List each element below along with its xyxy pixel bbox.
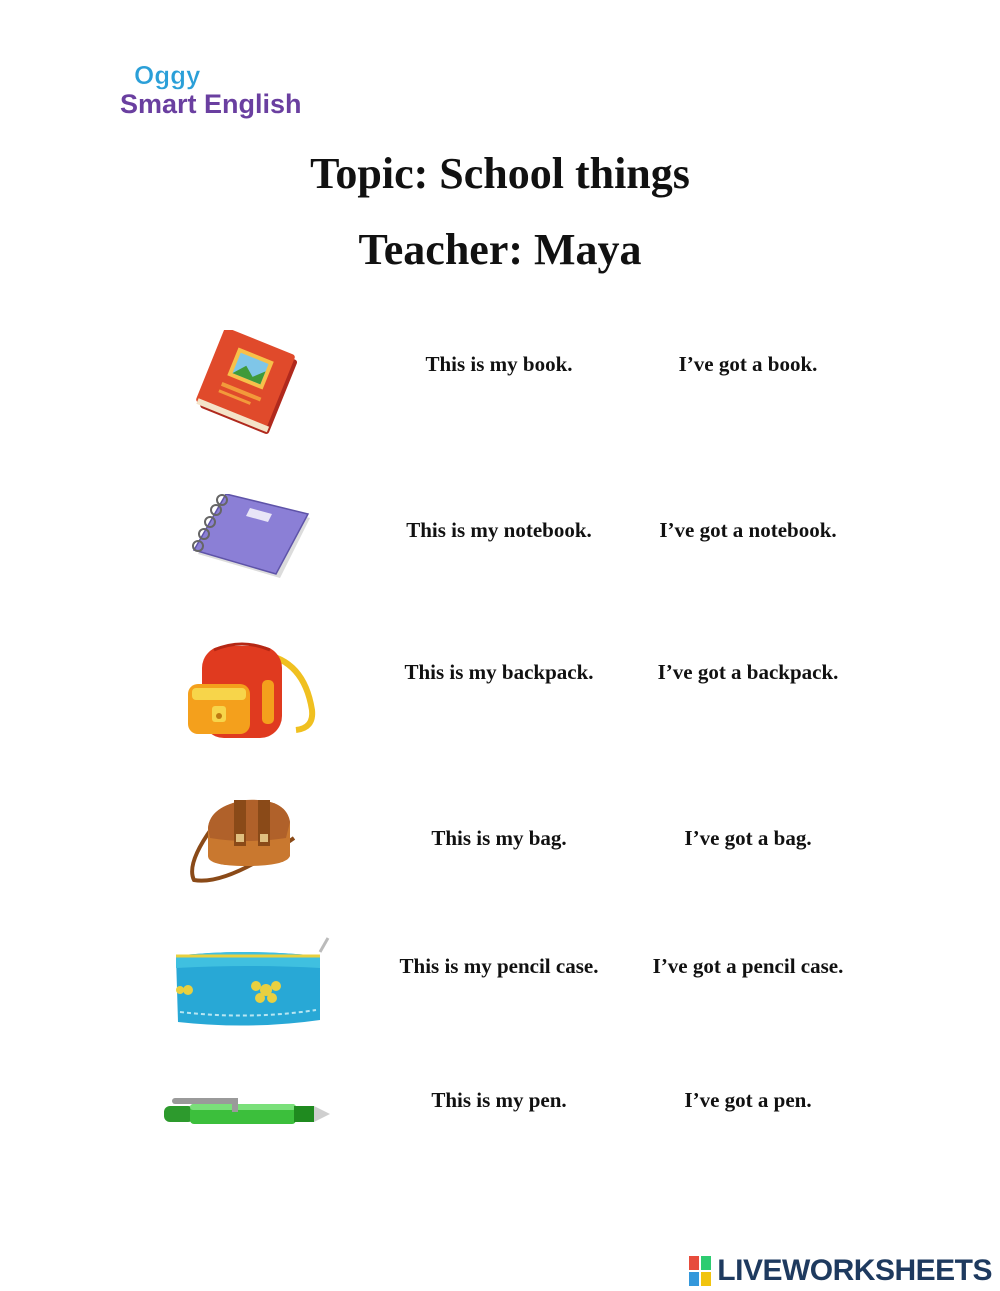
sentence-this-is: This is my bag. — [431, 826, 567, 850]
oggy-smart-english-logo — [118, 58, 308, 124]
sentence-this-is: This is my notebook. — [406, 518, 592, 542]
liveworksheets-logo — [689, 1253, 992, 1289]
sentence-ive-got: I’ve got a pen. — [684, 1088, 812, 1112]
sentence-this-is: This is my book. — [425, 352, 573, 376]
sentence-ive-got: I’ve got a book. — [678, 352, 818, 376]
list-item — [0, 488, 1000, 608]
sentence-ive-got: I’ve got a backpack. — [657, 660, 839, 684]
sentence-this-is: This is my pencil case. — [399, 954, 599, 978]
list-item — [0, 932, 1000, 1052]
sentence-ive-got: I’ve got a pencil case. — [652, 954, 844, 978]
sentence-ive-got: I’ve got a bag. — [684, 826, 812, 850]
svg-text:Oggy: Oggy — [134, 60, 201, 90]
sentence-ive-got: I’ve got a notebook. — [659, 518, 837, 542]
notebook-icon — [180, 494, 314, 584]
bag-icon — [186, 794, 306, 888]
pen-icon — [162, 1094, 334, 1138]
liveworksheets-mark-icon — [689, 1256, 713, 1286]
list-item — [0, 1068, 1000, 1188]
pencil-case-icon — [170, 934, 332, 1030]
sentence-this-is: This is my pen. — [431, 1088, 567, 1112]
teacher-title: Teacher: Maya — [358, 225, 642, 274]
book-icon — [194, 330, 304, 436]
list-item — [0, 320, 1000, 440]
liveworksheets-text: LIVEWORKSHEETS — [717, 1254, 992, 1287]
list-item — [0, 640, 1000, 760]
topic-title: Topic: School things — [310, 149, 690, 198]
svg-text:Smart English: Smart English — [120, 89, 302, 119]
list-item — [0, 794, 1000, 914]
sentence-this-is: This is my backpack. — [404, 660, 594, 684]
backpack-icon — [184, 640, 320, 742]
